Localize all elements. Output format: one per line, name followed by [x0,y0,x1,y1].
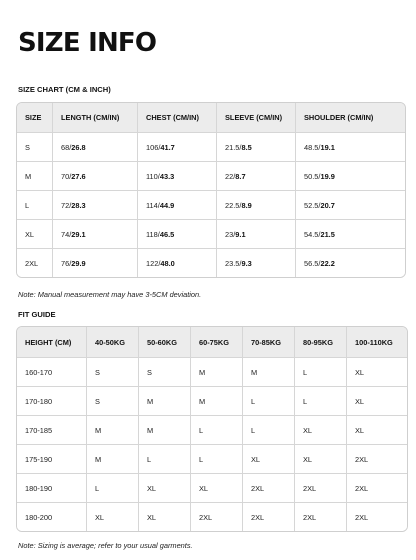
length-cell: 72/28.3 [53,191,138,220]
table-row [17,387,407,416]
shoulder-cell: 48.5/19.1 [296,133,405,162]
fit-size-cell: XL [347,387,407,416]
chest-cell: 118/46.5 [138,220,217,249]
fit-size-cell: 2XL [191,503,243,531]
column-header-sleeve: SLEEVE (CM/IN) [217,103,296,133]
column-header-weight: 60-75KG [191,327,243,358]
fit-size-cell: L [191,445,243,474]
height-cell: 180-200 [17,503,87,531]
fit-size-cell: L [295,387,347,416]
size-cell: M [17,162,53,191]
sizing-note: Note: Sizing is average; refer to your usual garments. [18,541,193,550]
fit-size-cell: XL [295,416,347,445]
length-cell: 68/26.8 [53,133,138,162]
fit-size-cell: 2XL [295,474,347,503]
length-cell: 76/29.9 [53,249,138,277]
fit-size-cell: 2XL [243,503,295,531]
size-chart-table [16,102,406,278]
sleeve-cell: 22.5/8.9 [217,191,296,220]
measurement-note: Note: Manual measurement may have 3-5CM deviation. [18,290,202,299]
column-header-weight: 70-85KG [243,327,295,358]
column-header-chest: CHEST (CM/IN) [138,103,217,133]
column-header-size: SIZE [17,103,53,133]
shoulder-cell: 54.5/21.5 [296,220,405,249]
sleeve-cell: 23/9.1 [217,220,296,249]
fit-size-cell: XL [347,358,407,387]
fit-size-cell: XL [139,474,191,503]
height-cell: 160-170 [17,358,87,387]
fit-size-cell: M [191,358,243,387]
column-header-weight: 50-60KG [139,327,191,358]
fit-size-cell: S [87,358,139,387]
table-row [17,162,405,191]
fit-size-cell: XL [243,445,295,474]
height-cell: 170-185 [17,416,87,445]
table-row [17,474,407,503]
fit-size-cell: M [87,416,139,445]
table-row [17,416,407,445]
size-cell: XL [17,220,53,249]
fit-size-cell: 2XL [347,474,407,503]
table-row [17,249,405,277]
fit-size-cell: M [191,387,243,416]
column-header-weight: 100-110KG [347,327,407,358]
page-title: SIZE INFO [18,28,157,58]
table-row [17,133,405,162]
size-cell: S [17,133,53,162]
size-cell: L [17,191,53,220]
chest-cell: 106/41.7 [138,133,217,162]
fit-size-cell: 2XL [347,445,407,474]
height-cell: 170-180 [17,387,87,416]
fit-guide-label: FIT GUIDE [18,310,56,319]
height-cell: 180-190 [17,474,87,503]
table-row [17,191,405,220]
shoulder-cell: 56.5/22.2 [296,249,405,277]
fit-size-cell: XL [191,474,243,503]
fit-size-cell: 2XL [243,474,295,503]
column-header-shoulder: SHOULDER (CM/IN) [296,103,405,133]
height-cell: 175-190 [17,445,87,474]
fit-size-cell: M [243,358,295,387]
fit-size-cell: 2XL [347,503,407,531]
fit-size-cell: L [87,474,139,503]
table-header-row [17,103,405,133]
sleeve-cell: 21.5/8.5 [217,133,296,162]
fit-size-cell: L [243,416,295,445]
fit-size-cell: 2XL [295,503,347,531]
shoulder-cell: 52.5/20.7 [296,191,405,220]
fit-size-cell: L [191,416,243,445]
size-cell: 2XL [17,249,53,277]
fit-size-cell: XL [87,503,139,531]
column-header-weight: 80-95KG [295,327,347,358]
fit-size-cell: XL [295,445,347,474]
length-cell: 74/29.1 [53,220,138,249]
fit-size-cell: M [87,445,139,474]
chest-cell: 122/48.0 [138,249,217,277]
chest-cell: 114/44.9 [138,191,217,220]
fit-size-cell: XL [139,503,191,531]
fit-size-cell: L [295,358,347,387]
column-header-weight: 40-50KG [87,327,139,358]
fit-size-cell: M [139,387,191,416]
fit-size-cell: S [139,358,191,387]
size-chart-label: SIZE CHART (CM & INCH) [18,85,111,94]
table-header-row [17,327,407,358]
fit-size-cell: M [139,416,191,445]
table-row [17,503,407,531]
column-header-height: HEIGHT (CM) [17,327,87,358]
fit-guide-table [16,326,408,532]
sleeve-cell: 23.5/9.3 [217,249,296,277]
shoulder-cell: 50.5/19.9 [296,162,405,191]
chest-cell: 110/43.3 [138,162,217,191]
table-row [17,445,407,474]
table-row [17,220,405,249]
fit-size-cell: L [243,387,295,416]
column-header-length: LENGTH (CM/IN) [53,103,138,133]
fit-size-cell: S [87,387,139,416]
length-cell: 70/27.6 [53,162,138,191]
table-row [17,358,407,387]
sleeve-cell: 22/8.7 [217,162,296,191]
fit-size-cell: XL [347,416,407,445]
fit-size-cell: L [139,445,191,474]
